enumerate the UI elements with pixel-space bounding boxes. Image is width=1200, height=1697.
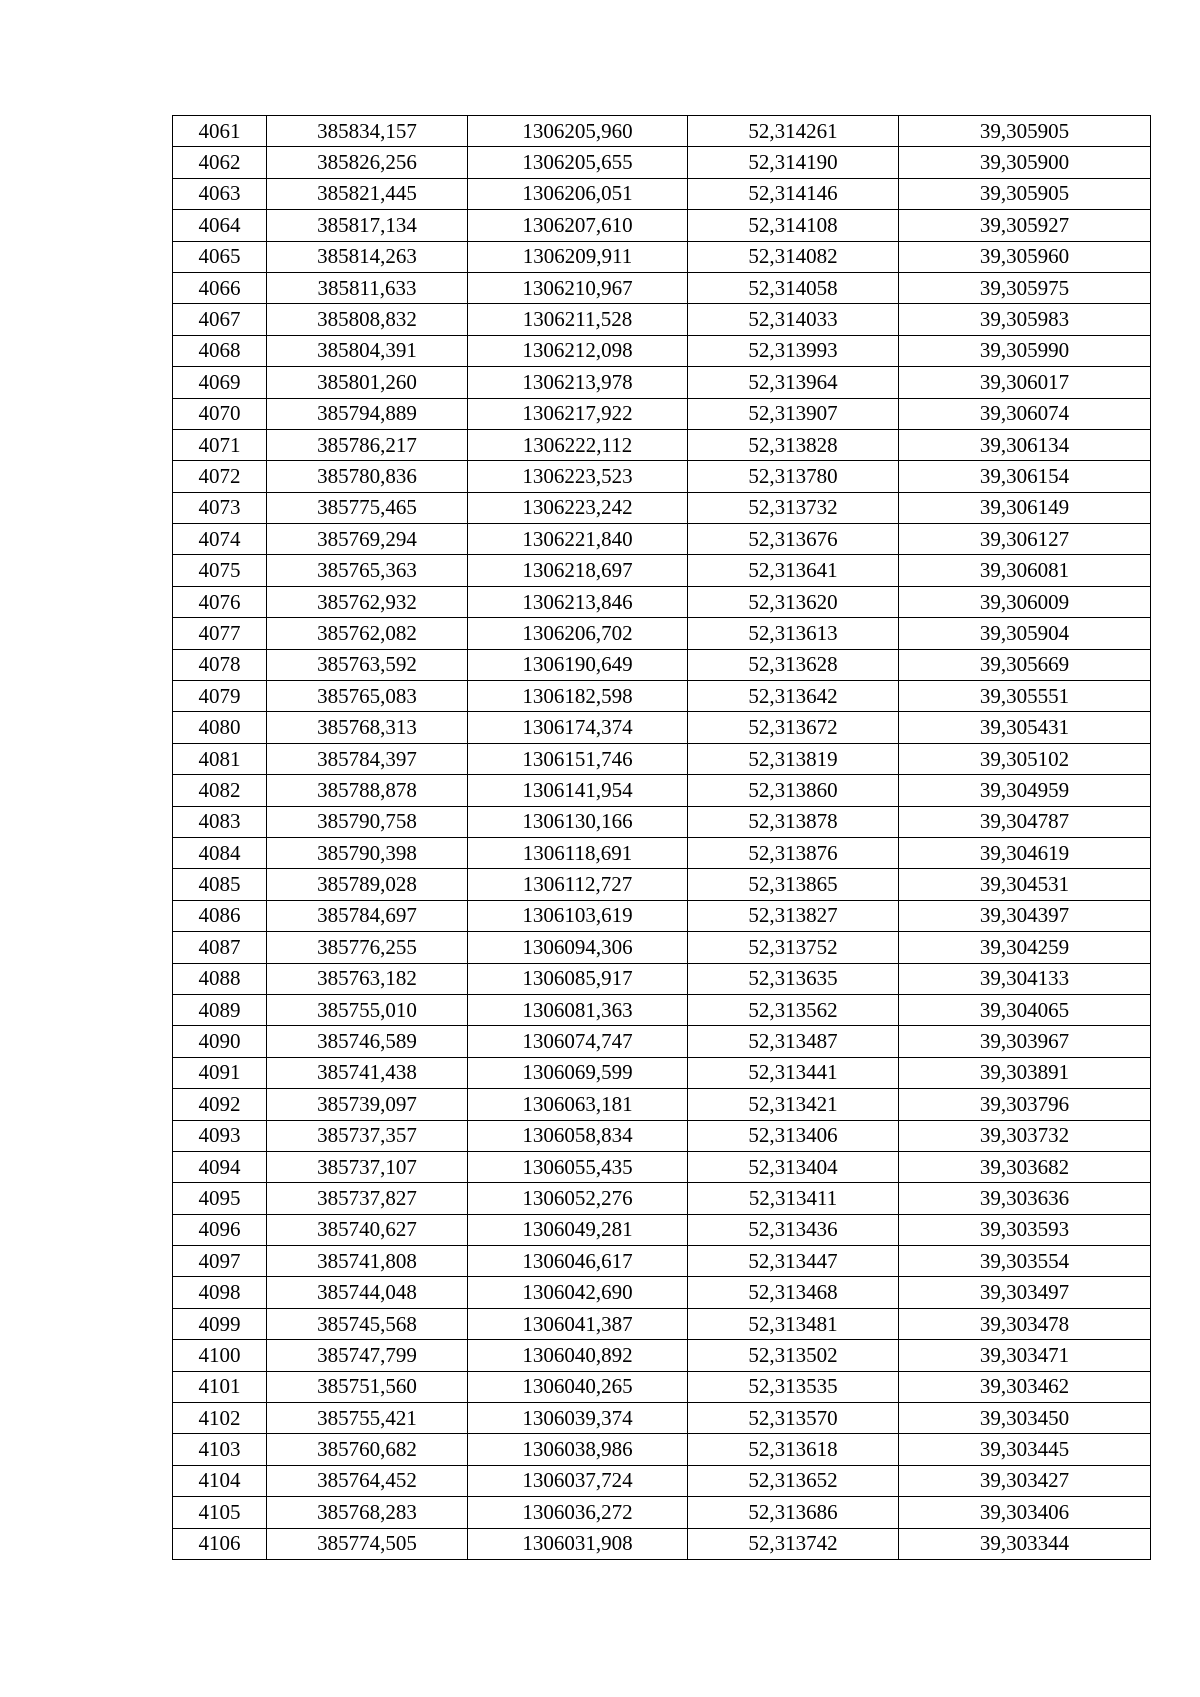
longitude-cell: 39,303593 (899, 1214, 1151, 1245)
latitude-cell: 52,313487 (688, 1026, 899, 1057)
point-number-cell: 4079 (173, 681, 267, 712)
x-coordinate-cell: 385763,182 (267, 963, 468, 994)
table-row (173, 649, 1151, 680)
x-coordinate-cell: 385746,589 (267, 1026, 468, 1057)
y-coordinate-cell: 1306063,181 (468, 1089, 688, 1120)
y-coordinate-cell: 1306211,528 (468, 304, 688, 335)
table-row (173, 555, 1151, 586)
longitude-cell: 39,303462 (899, 1371, 1151, 1402)
table-row (173, 1277, 1151, 1308)
y-coordinate-cell: 1306112,727 (468, 869, 688, 900)
table-row (173, 1403, 1151, 1434)
point-number-cell: 4063 (173, 178, 267, 209)
x-coordinate-cell: 385814,263 (267, 241, 468, 272)
latitude-cell: 52,313570 (688, 1403, 899, 1434)
table-row (173, 147, 1151, 178)
latitude-cell: 52,313468 (688, 1277, 899, 1308)
x-coordinate-cell: 385762,082 (267, 618, 468, 649)
table-row (173, 241, 1151, 272)
latitude-cell: 52,313993 (688, 335, 899, 366)
point-number-cell: 4071 (173, 429, 267, 460)
point-number-cell: 4080 (173, 712, 267, 743)
point-number-cell: 4102 (173, 1403, 267, 1434)
point-number-cell: 4081 (173, 743, 267, 774)
point-number-cell: 4097 (173, 1246, 267, 1277)
longitude-cell: 39,303450 (899, 1403, 1151, 1434)
x-coordinate-cell: 385755,010 (267, 994, 468, 1025)
y-coordinate-cell: 1306081,363 (468, 994, 688, 1025)
point-number-cell: 4085 (173, 869, 267, 900)
point-number-cell: 4099 (173, 1308, 267, 1339)
point-number-cell: 4106 (173, 1528, 267, 1559)
x-coordinate-cell: 385755,421 (267, 1403, 468, 1434)
x-coordinate-cell: 385821,445 (267, 178, 468, 209)
table-row (173, 1120, 1151, 1151)
table-row (173, 994, 1151, 1025)
y-coordinate-cell: 1306031,908 (468, 1528, 688, 1559)
x-coordinate-cell: 385765,083 (267, 681, 468, 712)
longitude-cell: 39,303471 (899, 1340, 1151, 1371)
longitude-cell: 39,305905 (899, 116, 1151, 147)
x-coordinate-cell: 385741,438 (267, 1057, 468, 1088)
y-coordinate-cell: 1306182,598 (468, 681, 688, 712)
longitude-cell: 39,304959 (899, 775, 1151, 806)
x-coordinate-cell: 385794,889 (267, 398, 468, 429)
x-coordinate-cell: 385817,134 (267, 210, 468, 241)
x-coordinate-cell: 385760,682 (267, 1434, 468, 1465)
table-row (173, 743, 1151, 774)
point-number-cell: 4067 (173, 304, 267, 335)
longitude-cell: 39,304133 (899, 963, 1151, 994)
y-coordinate-cell: 1306130,166 (468, 806, 688, 837)
y-coordinate-cell: 1306046,617 (468, 1246, 688, 1277)
x-coordinate-cell: 385811,633 (267, 272, 468, 303)
y-coordinate-cell: 1306040,265 (468, 1371, 688, 1402)
longitude-cell: 39,303732 (899, 1120, 1151, 1151)
x-coordinate-cell: 385834,157 (267, 116, 468, 147)
y-coordinate-cell: 1306040,892 (468, 1340, 688, 1371)
latitude-cell: 52,314261 (688, 116, 899, 147)
y-coordinate-cell: 1306052,276 (468, 1183, 688, 1214)
point-number-cell: 4105 (173, 1497, 267, 1528)
point-number-cell: 4095 (173, 1183, 267, 1214)
longitude-cell: 39,305990 (899, 335, 1151, 366)
longitude-cell: 39,303554 (899, 1246, 1151, 1277)
x-coordinate-cell: 385788,878 (267, 775, 468, 806)
y-coordinate-cell: 1306205,960 (468, 116, 688, 147)
latitude-cell: 52,313441 (688, 1057, 899, 1088)
longitude-cell: 39,306154 (899, 461, 1151, 492)
y-coordinate-cell: 1306049,281 (468, 1214, 688, 1245)
y-coordinate-cell: 1306037,724 (468, 1465, 688, 1496)
latitude-cell: 52,313876 (688, 837, 899, 868)
point-number-cell: 4074 (173, 524, 267, 555)
table-row (173, 1465, 1151, 1496)
latitude-cell: 52,314033 (688, 304, 899, 335)
latitude-cell: 52,313964 (688, 367, 899, 398)
point-number-cell: 4091 (173, 1057, 267, 1088)
x-coordinate-cell: 385780,836 (267, 461, 468, 492)
longitude-cell: 39,303344 (899, 1528, 1151, 1559)
longitude-cell: 39,305927 (899, 210, 1151, 241)
point-number-cell: 4086 (173, 900, 267, 931)
point-number-cell: 4094 (173, 1151, 267, 1182)
longitude-cell: 39,303478 (899, 1308, 1151, 1339)
longitude-cell: 39,303497 (899, 1277, 1151, 1308)
point-number-cell: 4076 (173, 586, 267, 617)
x-coordinate-cell: 385801,260 (267, 367, 468, 398)
table-row (173, 586, 1151, 617)
latitude-cell: 52,313742 (688, 1528, 899, 1559)
latitude-cell: 52,313436 (688, 1214, 899, 1245)
point-number-cell: 4089 (173, 994, 267, 1025)
x-coordinate-cell: 385776,255 (267, 932, 468, 963)
table-row (173, 1057, 1151, 1088)
table-row (173, 900, 1151, 931)
latitude-cell: 52,313502 (688, 1340, 899, 1371)
point-number-cell: 4072 (173, 461, 267, 492)
longitude-cell: 39,304259 (899, 932, 1151, 963)
point-number-cell: 4069 (173, 367, 267, 398)
y-coordinate-cell: 1306206,051 (468, 178, 688, 209)
x-coordinate-cell: 385774,505 (267, 1528, 468, 1559)
latitude-cell: 52,313732 (688, 492, 899, 523)
y-coordinate-cell: 1306218,697 (468, 555, 688, 586)
point-number-cell: 4065 (173, 241, 267, 272)
point-number-cell: 4078 (173, 649, 267, 680)
x-coordinate-cell: 385763,592 (267, 649, 468, 680)
latitude-cell: 52,313642 (688, 681, 899, 712)
longitude-cell: 39,304787 (899, 806, 1151, 837)
longitude-cell: 39,304065 (899, 994, 1151, 1025)
latitude-cell: 52,313613 (688, 618, 899, 649)
table-row (173, 1089, 1151, 1120)
latitude-cell: 52,313620 (688, 586, 899, 617)
latitude-cell: 52,313652 (688, 1465, 899, 1496)
table-row (173, 681, 1151, 712)
latitude-cell: 52,313686 (688, 1497, 899, 1528)
x-coordinate-cell: 385765,363 (267, 555, 468, 586)
coordinates-table-body (173, 116, 1151, 1560)
point-number-cell: 4101 (173, 1371, 267, 1402)
table-row (173, 806, 1151, 837)
table-row (173, 335, 1151, 366)
y-coordinate-cell: 1306213,846 (468, 586, 688, 617)
latitude-cell: 52,313562 (688, 994, 899, 1025)
point-number-cell: 4092 (173, 1089, 267, 1120)
y-coordinate-cell: 1306209,911 (468, 241, 688, 272)
table-row (173, 775, 1151, 806)
y-coordinate-cell: 1306205,655 (468, 147, 688, 178)
longitude-cell: 39,305975 (899, 272, 1151, 303)
point-number-cell: 4104 (173, 1465, 267, 1496)
x-coordinate-cell: 385737,357 (267, 1120, 468, 1151)
x-coordinate-cell: 385804,391 (267, 335, 468, 366)
point-number-cell: 4073 (173, 492, 267, 523)
latitude-cell: 52,313628 (688, 649, 899, 680)
y-coordinate-cell: 1306222,112 (468, 429, 688, 460)
y-coordinate-cell: 1306217,922 (468, 398, 688, 429)
longitude-cell: 39,305900 (899, 147, 1151, 178)
x-coordinate-cell: 385762,932 (267, 586, 468, 617)
y-coordinate-cell: 1306039,374 (468, 1403, 688, 1434)
x-coordinate-cell: 385739,097 (267, 1089, 468, 1120)
latitude-cell: 52,314082 (688, 241, 899, 272)
latitude-cell: 52,313860 (688, 775, 899, 806)
latitude-cell: 52,313676 (688, 524, 899, 555)
x-coordinate-cell: 385768,313 (267, 712, 468, 743)
y-coordinate-cell: 1306036,272 (468, 1497, 688, 1528)
longitude-cell: 39,306127 (899, 524, 1151, 555)
point-number-cell: 4088 (173, 963, 267, 994)
table-row (173, 1026, 1151, 1057)
table-row (173, 429, 1151, 460)
latitude-cell: 52,313780 (688, 461, 899, 492)
y-coordinate-cell: 1306210,967 (468, 272, 688, 303)
latitude-cell: 52,314058 (688, 272, 899, 303)
y-coordinate-cell: 1306085,917 (468, 963, 688, 994)
y-coordinate-cell: 1306174,374 (468, 712, 688, 743)
x-coordinate-cell: 385737,827 (267, 1183, 468, 1214)
table-row (173, 1371, 1151, 1402)
point-number-cell: 4093 (173, 1120, 267, 1151)
table-row (173, 1340, 1151, 1371)
latitude-cell: 52,313865 (688, 869, 899, 900)
latitude-cell: 52,313819 (688, 743, 899, 774)
x-coordinate-cell: 385784,397 (267, 743, 468, 774)
point-number-cell: 4066 (173, 272, 267, 303)
y-coordinate-cell: 1306207,610 (468, 210, 688, 241)
x-coordinate-cell: 385790,758 (267, 806, 468, 837)
point-number-cell: 4096 (173, 1214, 267, 1245)
x-coordinate-cell: 385747,799 (267, 1340, 468, 1371)
longitude-cell: 39,305551 (899, 681, 1151, 712)
table-row (173, 1214, 1151, 1245)
longitude-cell: 39,306074 (899, 398, 1151, 429)
latitude-cell: 52,313404 (688, 1151, 899, 1182)
longitude-cell: 39,305983 (899, 304, 1151, 335)
point-number-cell: 4098 (173, 1277, 267, 1308)
y-coordinate-cell: 1306221,840 (468, 524, 688, 555)
y-coordinate-cell: 1306058,834 (468, 1120, 688, 1151)
table-row (173, 963, 1151, 994)
y-coordinate-cell: 1306055,435 (468, 1151, 688, 1182)
table-row (173, 210, 1151, 241)
latitude-cell: 52,313827 (688, 900, 899, 931)
latitude-cell: 52,313411 (688, 1183, 899, 1214)
x-coordinate-cell: 385784,697 (267, 900, 468, 931)
x-coordinate-cell: 385769,294 (267, 524, 468, 555)
x-coordinate-cell: 385789,028 (267, 869, 468, 900)
longitude-cell: 39,303445 (899, 1434, 1151, 1465)
latitude-cell: 52,313828 (688, 429, 899, 460)
latitude-cell: 52,313535 (688, 1371, 899, 1402)
longitude-cell: 39,306149 (899, 492, 1151, 523)
latitude-cell: 52,313406 (688, 1120, 899, 1151)
table-row (173, 524, 1151, 555)
longitude-cell: 39,305904 (899, 618, 1151, 649)
x-coordinate-cell: 385737,107 (267, 1151, 468, 1182)
y-coordinate-cell: 1306141,954 (468, 775, 688, 806)
x-coordinate-cell: 385741,808 (267, 1246, 468, 1277)
y-coordinate-cell: 1306069,599 (468, 1057, 688, 1088)
point-number-cell: 4062 (173, 147, 267, 178)
y-coordinate-cell: 1306223,242 (468, 492, 688, 523)
x-coordinate-cell: 385745,568 (267, 1308, 468, 1339)
table-row (173, 869, 1151, 900)
table-row (173, 1434, 1151, 1465)
point-number-cell: 4075 (173, 555, 267, 586)
point-number-cell: 4084 (173, 837, 267, 868)
latitude-cell: 52,313635 (688, 963, 899, 994)
table-row (173, 618, 1151, 649)
table-row (173, 461, 1151, 492)
latitude-cell: 52,313907 (688, 398, 899, 429)
latitude-cell: 52,314108 (688, 210, 899, 241)
x-coordinate-cell: 385764,452 (267, 1465, 468, 1496)
longitude-cell: 39,306017 (899, 367, 1151, 398)
longitude-cell: 39,306081 (899, 555, 1151, 586)
y-coordinate-cell: 1306041,387 (468, 1308, 688, 1339)
x-coordinate-cell: 385790,398 (267, 837, 468, 868)
y-coordinate-cell: 1306213,978 (468, 367, 688, 398)
x-coordinate-cell: 385775,465 (267, 492, 468, 523)
longitude-cell: 39,305669 (899, 649, 1151, 680)
table-row (173, 1246, 1151, 1277)
y-coordinate-cell: 1306118,691 (468, 837, 688, 868)
longitude-cell: 39,303682 (899, 1151, 1151, 1182)
longitude-cell: 39,305905 (899, 178, 1151, 209)
table-row (173, 304, 1151, 335)
y-coordinate-cell: 1306074,747 (468, 1026, 688, 1057)
table-row (173, 367, 1151, 398)
table-row (173, 272, 1151, 303)
latitude-cell: 52,313672 (688, 712, 899, 743)
table-row (173, 837, 1151, 868)
longitude-cell: 39,306009 (899, 586, 1151, 617)
x-coordinate-cell: 385744,048 (267, 1277, 468, 1308)
table-row (173, 1183, 1151, 1214)
longitude-cell: 39,305102 (899, 743, 1151, 774)
longitude-cell: 39,303427 (899, 1465, 1151, 1496)
latitude-cell: 52,314190 (688, 147, 899, 178)
y-coordinate-cell: 1306151,746 (468, 743, 688, 774)
coordinates-table (172, 115, 1151, 1560)
longitude-cell: 39,304397 (899, 900, 1151, 931)
longitude-cell: 39,303891 (899, 1057, 1151, 1088)
longitude-cell: 39,305960 (899, 241, 1151, 272)
x-coordinate-cell: 385786,217 (267, 429, 468, 460)
latitude-cell: 52,313752 (688, 932, 899, 963)
point-number-cell: 4064 (173, 210, 267, 241)
latitude-cell: 52,313421 (688, 1089, 899, 1120)
longitude-cell: 39,306134 (899, 429, 1151, 460)
table-row (173, 1151, 1151, 1182)
table-row (173, 1528, 1151, 1559)
latitude-cell: 52,313618 (688, 1434, 899, 1465)
point-number-cell: 4083 (173, 806, 267, 837)
x-coordinate-cell: 385768,283 (267, 1497, 468, 1528)
table-row (173, 1308, 1151, 1339)
y-coordinate-cell: 1306103,619 (468, 900, 688, 931)
table-row (173, 932, 1151, 963)
longitude-cell: 39,304531 (899, 869, 1151, 900)
y-coordinate-cell: 1306042,690 (468, 1277, 688, 1308)
point-number-cell: 4087 (173, 932, 267, 963)
table-row (173, 492, 1151, 523)
y-coordinate-cell: 1306212,098 (468, 335, 688, 366)
point-number-cell: 4082 (173, 775, 267, 806)
point-number-cell: 4103 (173, 1434, 267, 1465)
latitude-cell: 52,313878 (688, 806, 899, 837)
longitude-cell: 39,303636 (899, 1183, 1151, 1214)
table-row (173, 1497, 1151, 1528)
x-coordinate-cell: 385751,560 (267, 1371, 468, 1402)
latitude-cell: 52,313447 (688, 1246, 899, 1277)
point-number-cell: 4077 (173, 618, 267, 649)
y-coordinate-cell: 1306094,306 (468, 932, 688, 963)
x-coordinate-cell: 385826,256 (267, 147, 468, 178)
point-number-cell: 4100 (173, 1340, 267, 1371)
longitude-cell: 39,304619 (899, 837, 1151, 868)
latitude-cell: 52,313481 (688, 1308, 899, 1339)
table-row (173, 398, 1151, 429)
table-row (173, 178, 1151, 209)
table-row (173, 116, 1151, 147)
x-coordinate-cell: 385740,627 (267, 1214, 468, 1245)
x-coordinate-cell: 385808,832 (267, 304, 468, 335)
point-number-cell: 4061 (173, 116, 267, 147)
longitude-cell: 39,305431 (899, 712, 1151, 743)
point-number-cell: 4068 (173, 335, 267, 366)
longitude-cell: 39,303796 (899, 1089, 1151, 1120)
y-coordinate-cell: 1306038,986 (468, 1434, 688, 1465)
table-row (173, 712, 1151, 743)
longitude-cell: 39,303406 (899, 1497, 1151, 1528)
point-number-cell: 4090 (173, 1026, 267, 1057)
latitude-cell: 52,314146 (688, 178, 899, 209)
y-coordinate-cell: 1306206,702 (468, 618, 688, 649)
point-number-cell: 4070 (173, 398, 267, 429)
y-coordinate-cell: 1306190,649 (468, 649, 688, 680)
latitude-cell: 52,313641 (688, 555, 899, 586)
y-coordinate-cell: 1306223,523 (468, 461, 688, 492)
longitude-cell: 39,303967 (899, 1026, 1151, 1057)
